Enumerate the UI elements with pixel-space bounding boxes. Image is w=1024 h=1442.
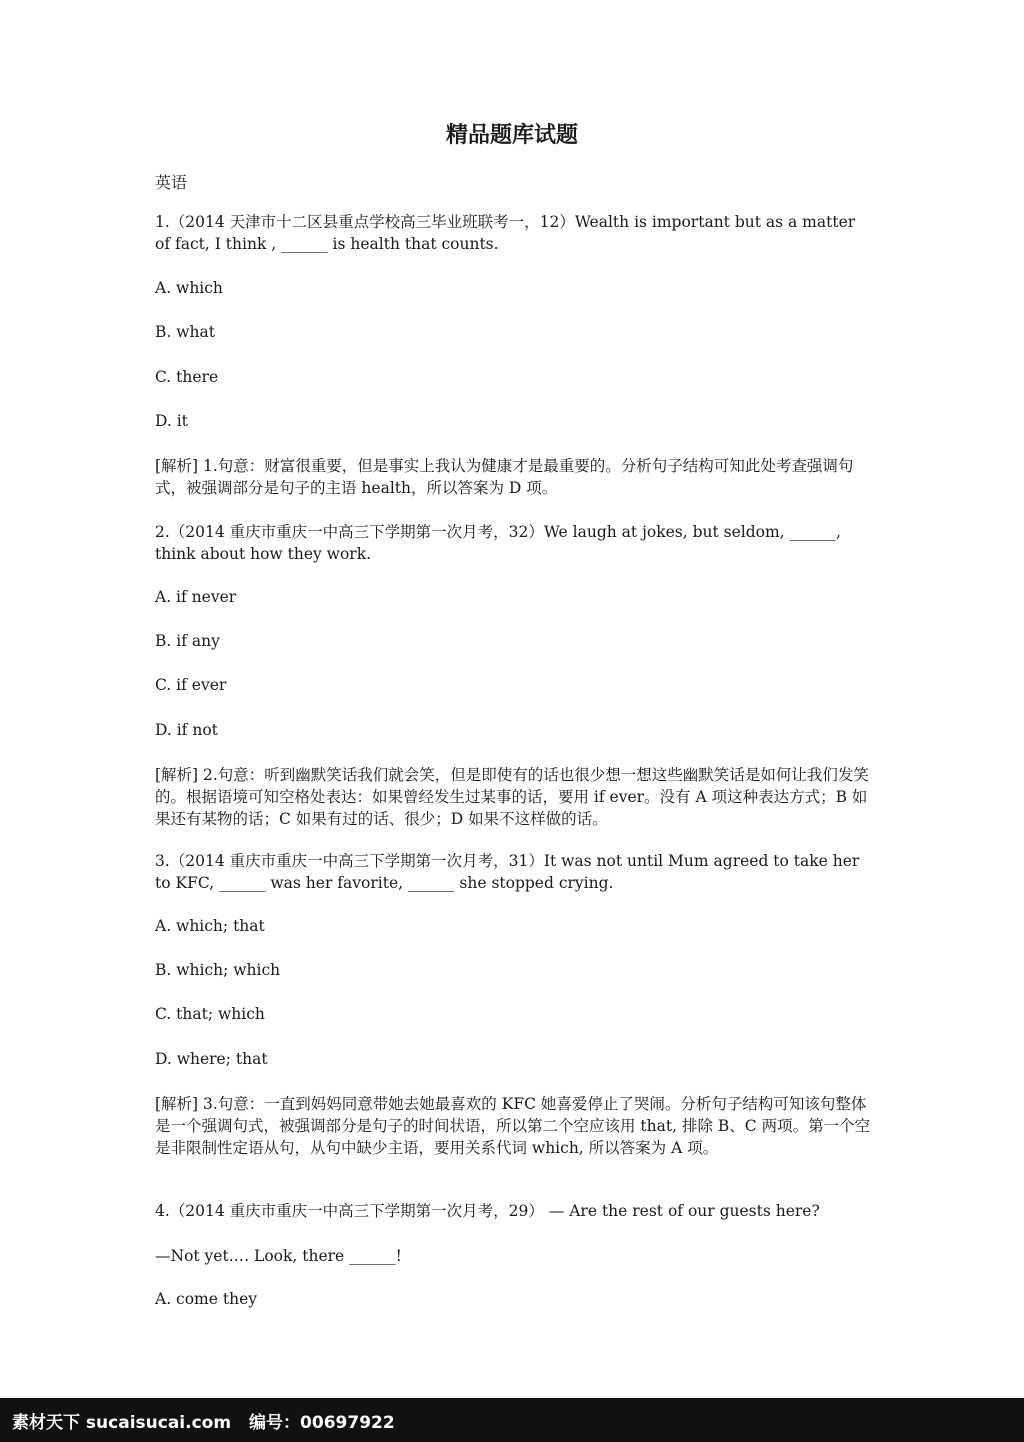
dialogue-line: —Not yet.… Look, there ______! xyxy=(155,1247,402,1265)
option-a: A. which; that xyxy=(155,917,265,935)
watermark-bar xyxy=(0,1398,1024,1442)
option-d: D. it xyxy=(155,412,188,430)
option-a: A. if never xyxy=(155,588,237,606)
analysis: [解析] 1.句意：财富很重要，但是事实上我认为健康才是最重要的。分析句子结构可知此处考查强调句式，被强调部分是句子的主语 health，所以答案为 D 项。 xyxy=(155,457,854,497)
question-stem: 4.（2014 重庆市重庆一中高三下学期第一次月考，29） — Are the rest of our guests here? xyxy=(155,1202,820,1220)
question-stem: 3.（2014 重庆市重庆一中高三下学期第一次月考，31）It was not until Mum agreed to take her to KFC, ______ was her favorite, ______ she stopped crying. xyxy=(155,852,860,892)
option-a: A. which xyxy=(155,279,223,297)
option-c: C. if ever xyxy=(155,676,227,694)
option-c: C. that; which xyxy=(155,1005,265,1023)
option-c: C. there xyxy=(155,368,219,386)
option-b: B. which; which xyxy=(155,961,281,979)
analysis: [解析] 3.句意：一直到妈妈同意带她去她最喜欢的 KFC 她喜爱停止了哭闹。分析句子结构可知该句整体是一个强调句式，被强调部分是句子的时间状语，所以第二个空应该用 that, 排除 B、C 两项。第一个空是非限制性定语从句，从句中缺少主语，要用关系代词 which, 所以答案为 A 项。 xyxy=(155,1095,871,1157)
page-title: 精品题库试题 xyxy=(445,122,578,148)
option-b: B. if any xyxy=(155,632,220,650)
option-d: D. where; that xyxy=(155,1050,268,1068)
question-stem: 2.（2014 重庆市重庆一中高三下学期第一次月考，32）We laugh at jokes, but seldom, ______, think about how they work. xyxy=(155,523,841,563)
subject-label: 英语 xyxy=(155,173,188,192)
watermark-site: 素材天下 sucaisucai.com xyxy=(12,1412,232,1433)
question-stem: 1.（2014 天津市十二区县重点学校高三毕业班联考一，12）Wealth is important but as a matter of fact, I think , ______ is health that counts. xyxy=(155,213,856,253)
option-d: D. if not xyxy=(155,721,218,739)
option-b: B. what xyxy=(155,323,215,341)
watermark-number: 编号：00697922 xyxy=(249,1412,395,1433)
analysis: [解析] 2.句意：听到幽默笑话我们就会笑，但是即使有的话也很少想一想这些幽默笑话是如何让我们发笑的。根据语境可知空格处表达：如果曾经发生过某事的话，要用 if ever。没有 A 项这种表达方式；B 如果还有某物的话；C 如果有过的话、很少；D 如果不这样做的话。 xyxy=(155,766,869,828)
option-a: A. come they xyxy=(155,1290,257,1308)
